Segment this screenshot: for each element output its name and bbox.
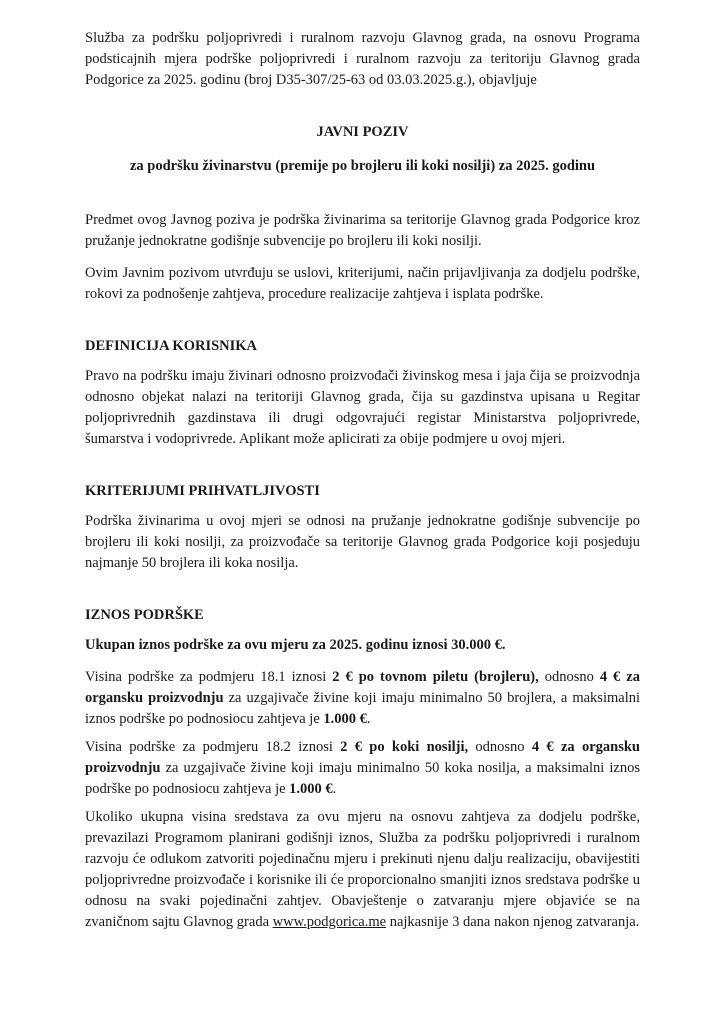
text-run-bold-premium-koka: 2 € po koki nosilji, <box>340 739 469 755</box>
text-run-bold-organic-premium: 4 € za organsku proizvodnju <box>85 739 640 776</box>
paragraph-conditions: Ovim Javnim pozivom utvrđuju se uslovi, kriterijumi, način prijavljivanja za dodjelu podrške, rokovi za podnošenje zahtjeva, procedure realizacije zahtjeva i isplata podrške. <box>85 265 640 302</box>
text-run-bold-max-amount: 1.000 € <box>289 781 333 797</box>
text-run: za uzgajivače živine koji imaju minimalno 50 koka nosilja, a maksimalni iznos podrške po podnosiocu zahtjeva je <box>85 760 640 797</box>
paragraph-closure-notice <box>85 807 640 933</box>
text-run: Visina podrške za podmjeru 18.2 iznosi <box>85 739 341 755</box>
text-run: odnosno <box>538 669 600 685</box>
text-run: Ukoliko ukupna visina sredstava za ovu mjeru na osnovu zahtjeva za dodjelu podrške, prevazilazi Programom planirani godišnji iznos, Služba za podršku poljoprivredi i ruralnom razvoju će odlukom zatvoriti pojedinačnu mjeru i prekinuti njenu dalju realizaciju, obavijestiti poljoprivredne proizvođače i korisnike ili će proporcionalno smanjiti iznos sredstava podrške u odnosu na svaki pojedinačni zahtjev. Obavještenje o zatvaranju mjere objaviće se na zvaničnom sajtu Glavnog grada <box>85 809 640 930</box>
document-title: JAVNI POZIV <box>316 124 409 140</box>
text-run-bold-max-amount: 1.000 € <box>323 711 367 727</box>
text-run: Visina podrške za podmjeru 18.1 iznosi <box>85 669 333 685</box>
heading-iznos-podrske: IZNOS PODRŠKE <box>85 607 204 623</box>
paragraph-definicija-korisnika: Pravo na podršku imaju živinari odnosno proizvođači živinskog mesa i jaja čija se proizvodnja odnosno objekat nalazi na teritoriji Glavnog grada, čija su gazdinstva upisana u Regitar poljoprivrednih gazdinstava ili drugi odgovrajući registar Ministarstva poljoprivrede, šumarstva i vodoprivrede. Aplikant može aplicirati za obije podmjere u ovoj mjeri. <box>85 368 640 447</box>
paragraph-podmjera-18-1 <box>85 667 640 730</box>
text-run: . <box>366 711 371 727</box>
text-run-bold-organic-premium: 4 € za organsku proizvodnju <box>85 669 640 706</box>
heading-kriterijumi-prihvatljivosti: KRITERIJUMI PRIHVATLJIVOSTI <box>85 483 320 499</box>
heading-definicija-korisnika: DEFINICIJA KORISNIKA <box>85 338 258 354</box>
paragraph-total-amount: Ukupan iznos podrške za ovu mjeru za 2025. godinu iznosi 30.000 €. <box>85 637 506 653</box>
text-run: . <box>332 781 337 797</box>
intro-paragraph: Služba za podršku poljoprivredi i ruralnom razvoju Glavnog grada, na osnovu Programa podsticajnih mjera podrške poljoprivredi i ruralnom razvoju za teritoriju Glavnog grada Podgorice za 2025. godinu (broj D35-307/25-63 od 03.03.2025.g.), objavljuje <box>85 30 640 88</box>
document-subtitle: za podršku živinarstvu (premije po brojleru ili koki nosilji) za 2025. godinu <box>129 158 596 174</box>
podgorica-website-link[interactable]: www.podgorica.me <box>272 914 387 930</box>
paragraph-kriterijumi-prihvatljivosti: Podrška živinarima u ovoj mjeri se odnosi na pružanje jednokratne godišnje subvencije po brojleru ili koki nosilji, za proizvođače sa teritorije Glavnog grada Podgorice koji posjeduju najmanje 50 brojlera ili koka nosilja. <box>85 513 640 571</box>
text-run-bold-premium-brojler: 2 € po tovnom piletu (brojleru), <box>332 669 539 685</box>
text-run: za uzgajivače živine koji imaju minimalno 50 brojlera, a maksimalni iznos podrške po podnosiocu zahtjeva je <box>85 690 640 727</box>
paragraph-subject: Predmet ovog Javnog poziva je podrška živinarima sa teritorije Glavnog grada Podgorice kroz pružanje jednokratne godišnje subvencije po brojleru ili koki nosilji. <box>85 212 640 249</box>
text-run: najkasnije 3 dana nakon njenog zatvaranja. <box>386 914 640 930</box>
paragraph-podmjera-18-2 <box>85 737 640 800</box>
text-run: odnosno <box>468 739 532 755</box>
